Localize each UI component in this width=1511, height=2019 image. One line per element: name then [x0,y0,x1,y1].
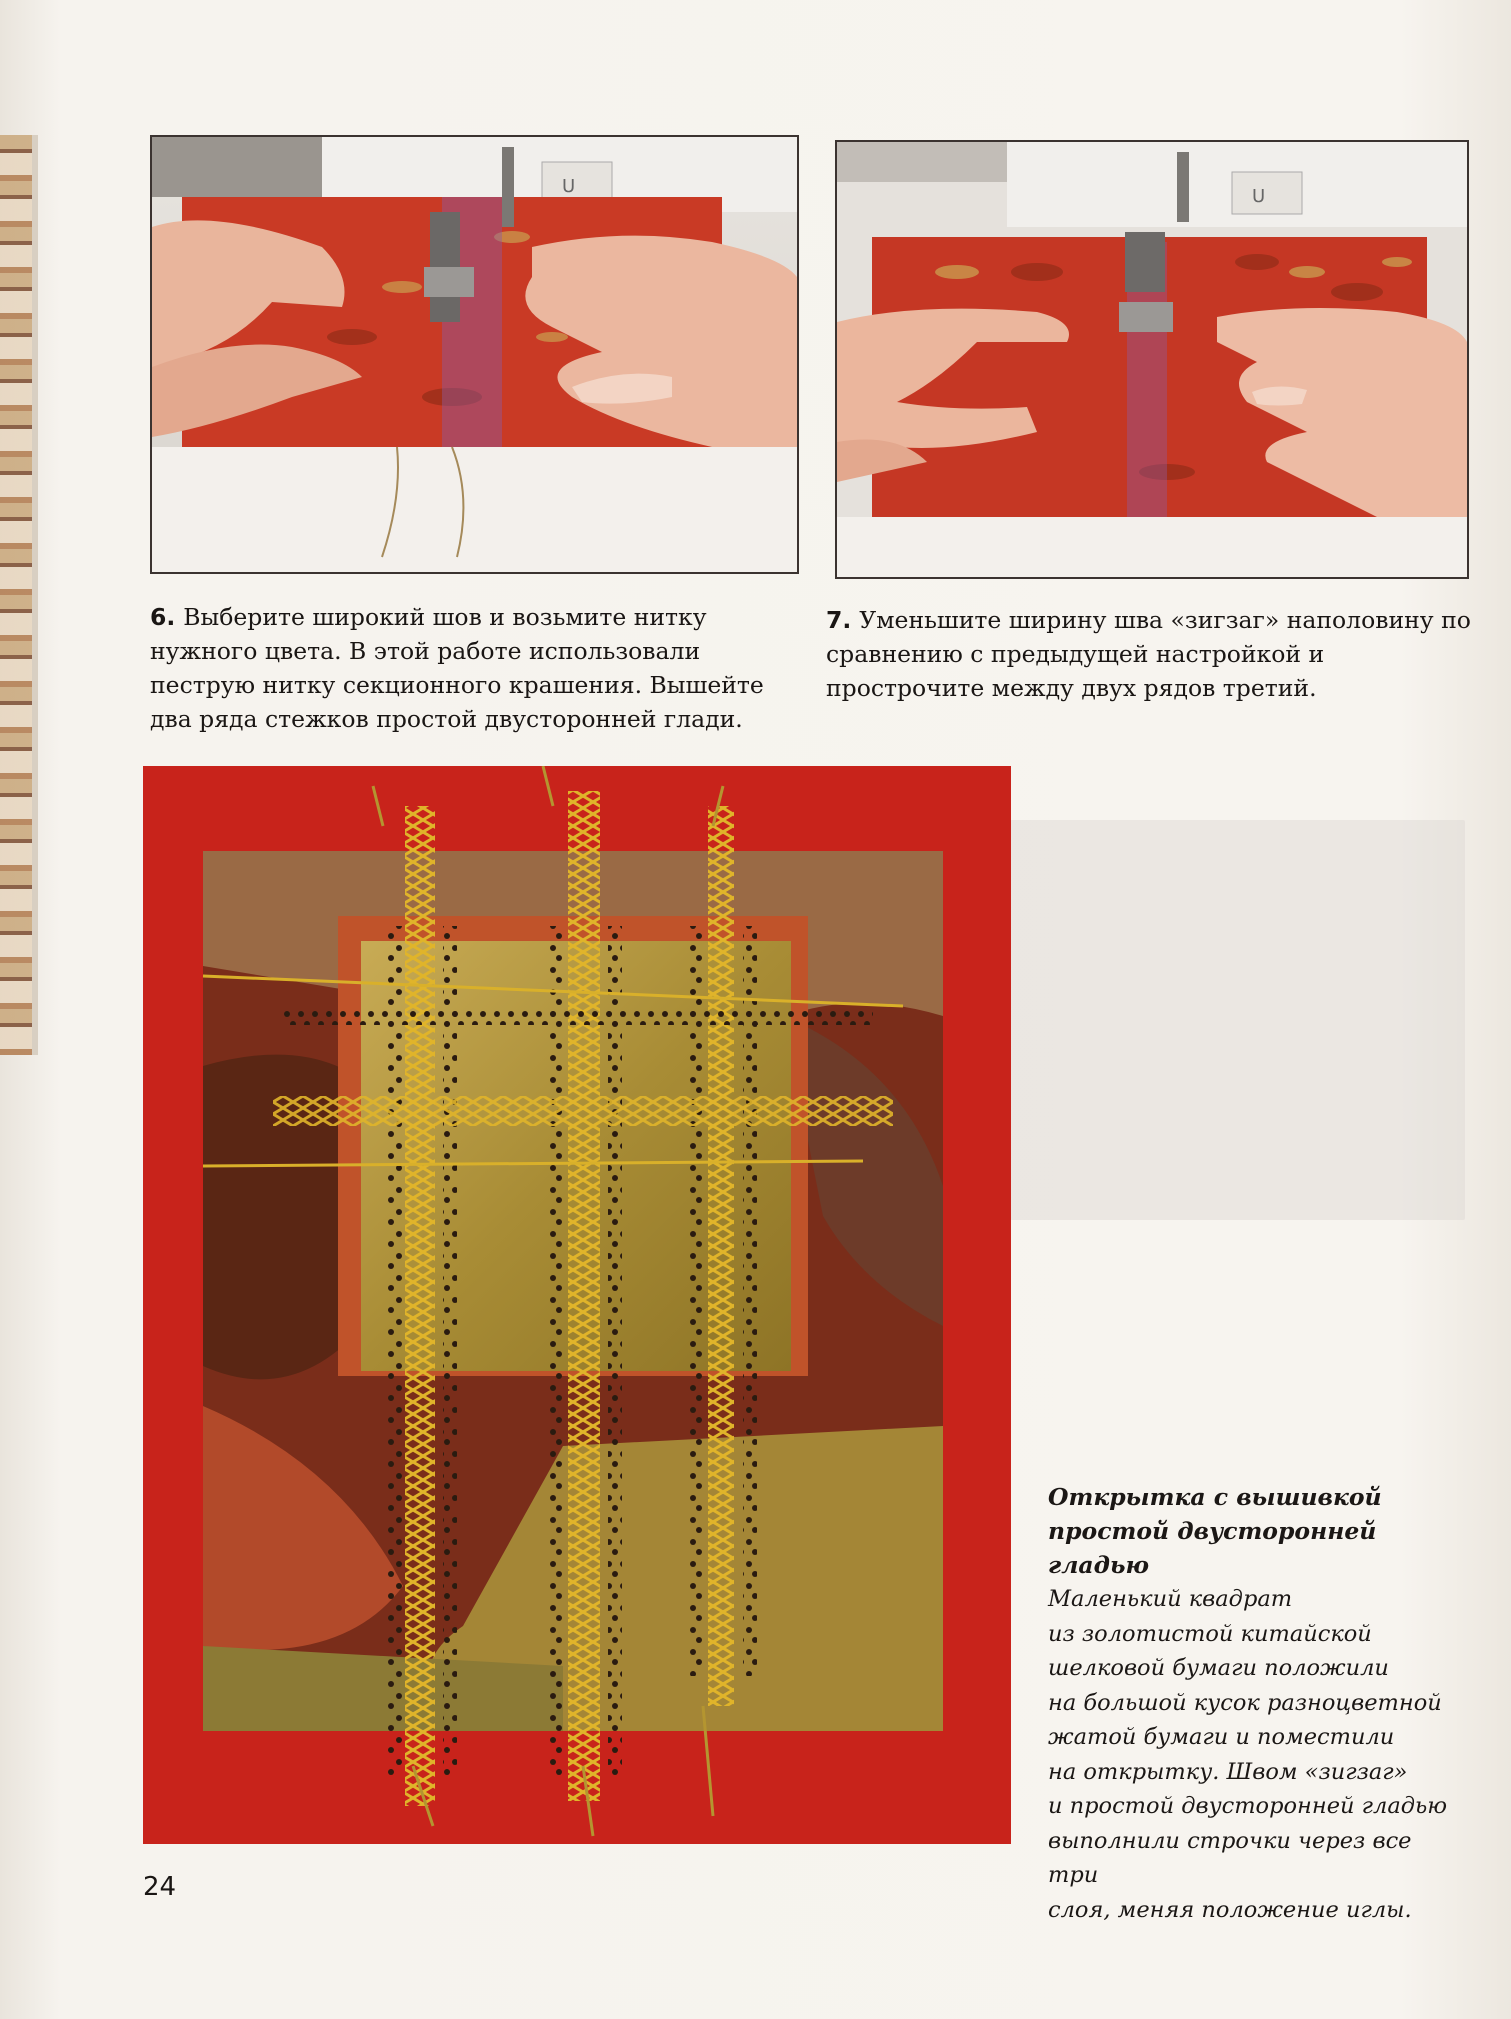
page-number: 24 [143,1872,177,1902]
step-6-text [150,600,800,736]
caption-body: Маленький квадрат из золотистой китайской шелковой бумаги положили на большой кусок разноцветной жатой бумаги и поместили на открытку. Швом «зигзаг» и простой двусторонней гладью выполнили строчки через все три слоя, меняя положение иглы. [1048,1586,1448,1923]
card-caption [1048,1480,1468,1927]
bleed-through-panel [1010,820,1465,1220]
sewing-machine-photo-icon [152,137,797,572]
step-7-number: 7. [826,606,852,634]
svg-text:U: U [562,176,576,197]
step-7-body: Уменьшите ширину шва «зигзаг» наполовину по сравнению с предыдущей настройкой и прострочите между двух рядов третий. [826,606,1471,702]
step-6-body: Выберите широкий шов и возьмите нитку нужного цвета. В этой работе использовали пеструю нитку секционного крашения. Вышейте два ряда стежков простой двусторонней глади. [150,603,764,733]
sewing-machine-photo-icon [837,142,1467,577]
sewing-photo-step-7 [835,140,1469,579]
book-spine-edge [0,135,32,1055]
caption-title: Открытка с вышивкой простой двусторонней гладью [1048,1483,1382,1579]
page-gutter [32,135,38,1055]
step-6-number: 6. [150,603,176,631]
svg-text:U: U [1252,186,1266,207]
embroidered-card-photo-icon [143,766,1011,1844]
step-7-text [826,603,1471,705]
sewing-photo-step-6 [150,135,799,574]
embroidered-card-photo [143,766,1011,1844]
